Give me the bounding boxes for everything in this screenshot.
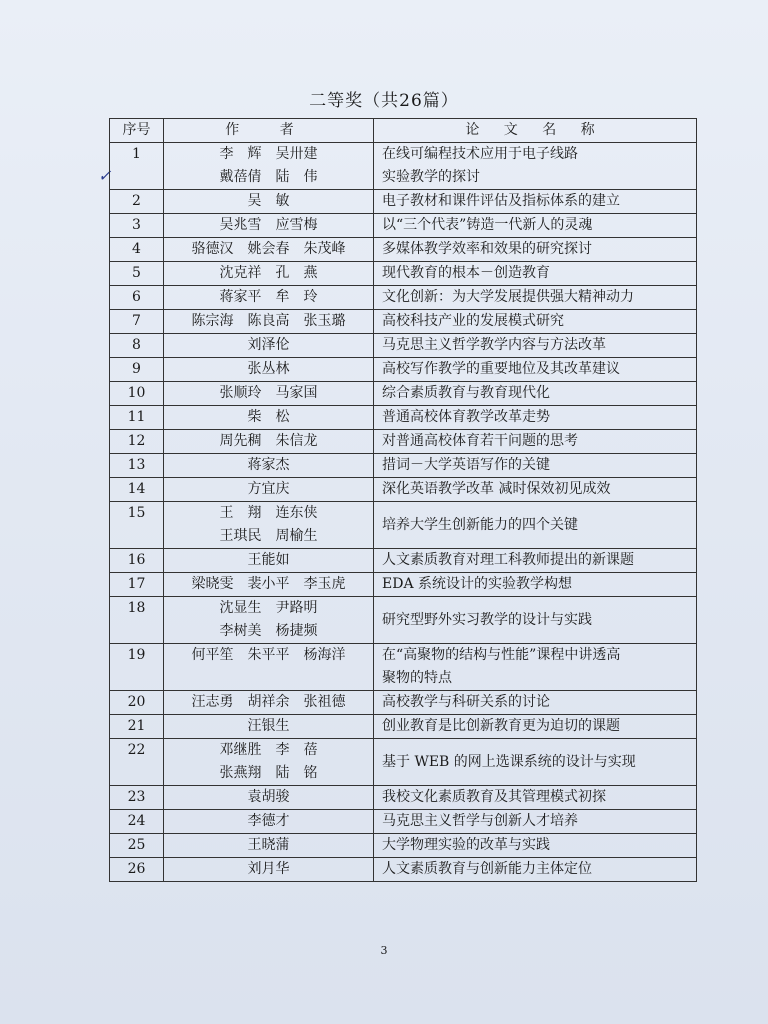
row-paper-title <box>374 214 697 238</box>
title-line: 高校教学与科研关系的讨论 <box>382 694 550 710</box>
author-line: 何平笙 朱平平 杨海洋 <box>191 647 346 663</box>
row-paper-title <box>374 238 697 262</box>
table-row <box>110 502 697 549</box>
row-authors <box>164 310 374 334</box>
title-line: 马克思主义哲学与创新人才培养 <box>382 813 578 829</box>
author-line: 汪银生 <box>247 718 290 734</box>
row-paper-title <box>374 190 697 214</box>
author-line: 方宜庆 <box>247 481 290 497</box>
title-line: 在线可编程技术应用于电子线路 <box>382 146 578 162</box>
row-number: 26 <box>110 858 164 882</box>
row-number: 17 <box>110 573 164 597</box>
row-authors <box>164 190 374 214</box>
author-line: 陈宗海 陈良高 张玉璐 <box>191 313 346 329</box>
row-number: 4 <box>110 238 164 262</box>
row-paper-title <box>374 143 697 190</box>
row-number: 5 <box>110 262 164 286</box>
row-paper-title <box>374 644 697 691</box>
row-paper-title <box>374 334 697 358</box>
page-number: 3 <box>380 944 388 957</box>
row-authors <box>164 786 374 810</box>
row-paper-title <box>374 858 697 882</box>
title-line: 对普通高校体育若干问题的思考 <box>382 433 578 449</box>
row-authors <box>164 143 374 190</box>
table-row <box>110 549 697 573</box>
title-line: 在“高聚物的结构与性能”课程中讲透高 <box>382 647 621 663</box>
table-row <box>110 214 697 238</box>
title-line: 人文素质教育与创新能力主体定位 <box>382 861 592 877</box>
row-authors <box>164 573 374 597</box>
title-line: 高校写作教学的重要地位及其改革建议 <box>382 361 620 377</box>
title-line: 培养大学生创新能力的四个关键 <box>382 516 578 533</box>
author-line: 张丛林 <box>247 361 290 377</box>
row-number: 16 <box>110 549 164 573</box>
row-paper-title <box>374 382 697 406</box>
row-paper-title <box>374 430 697 454</box>
row-authors <box>164 286 374 310</box>
row-paper-title <box>374 358 697 382</box>
title-line: 基于 WEB 的网上选课系统的设计与实现 <box>382 753 636 770</box>
row-paper-title <box>374 454 697 478</box>
author-line: 袁胡骏 <box>247 789 290 805</box>
row-number: 21 <box>110 715 164 739</box>
table-row <box>110 143 697 190</box>
row-number: 15 <box>110 502 164 549</box>
header-number: 序号 <box>110 119 164 143</box>
author-line: 刘月华 <box>247 861 290 877</box>
row-paper-title <box>374 691 697 715</box>
table-row <box>110 310 697 334</box>
row-authors <box>164 739 374 786</box>
handwritten-check-mark: ✓ <box>98 166 112 185</box>
title-line: 综合素质教育与教育现代化 <box>382 385 550 401</box>
row-authors <box>164 858 374 882</box>
table-row <box>110 358 697 382</box>
table-row <box>110 382 697 406</box>
row-paper-title <box>374 715 697 739</box>
row-number: 13 <box>110 454 164 478</box>
row-authors <box>164 715 374 739</box>
row-authors <box>164 382 374 406</box>
table-row <box>110 573 697 597</box>
row-number: 10 <box>110 382 164 406</box>
author-line: 沈克祥 孔 燕 <box>219 265 318 281</box>
author-line: 王 翔 连东侠 <box>219 505 318 521</box>
author-line: 汪志勇 胡祥余 张祖德 <box>191 694 346 710</box>
row-number: 11 <box>110 406 164 430</box>
table-row <box>110 430 697 454</box>
row-authors <box>164 502 374 549</box>
row-paper-title <box>374 597 697 644</box>
row-paper-title <box>374 262 697 286</box>
author-line: 王晓蒲 <box>247 837 290 853</box>
row-authors <box>164 454 374 478</box>
title-line: 创业教育是比创新教育更为迫切的课题 <box>382 718 620 734</box>
title-line: 高校科技产业的发展模式研究 <box>382 313 564 329</box>
table-row <box>110 715 697 739</box>
author-line: 吴兆雪 应雪梅 <box>219 217 318 233</box>
row-authors <box>164 834 374 858</box>
row-number: 18 <box>110 597 164 644</box>
table-header-row <box>110 119 697 143</box>
author-line: 李 辉 吴卅建 <box>219 146 318 162</box>
table-row <box>110 739 697 786</box>
row-number: 2 <box>110 190 164 214</box>
table-row <box>110 454 697 478</box>
table-row <box>110 810 697 834</box>
row-number: 9 <box>110 358 164 382</box>
title-line: 研究型野外实习教学的设计与实践 <box>382 611 592 628</box>
author-line: 邓继胜 李 蓓 <box>219 742 318 758</box>
row-authors <box>164 478 374 502</box>
table-row <box>110 858 697 882</box>
row-authors <box>164 262 374 286</box>
awards-table-body <box>110 143 697 882</box>
author-line: 王能如 <box>247 552 290 568</box>
author-line: 骆德汉 姚会春 朱茂峰 <box>191 241 346 257</box>
table-row <box>110 262 697 286</box>
row-authors <box>164 358 374 382</box>
row-paper-title <box>374 310 697 334</box>
row-authors <box>164 430 374 454</box>
author-line: 沈显生 尹路明 <box>219 600 318 616</box>
title-line: 措词－大学英语写作的关键 <box>382 457 550 473</box>
author-line: 蒋家平 牟 玲 <box>219 289 318 305</box>
title-line: 深化英语教学改革 减时保效初见成效 <box>382 481 611 497</box>
row-paper-title <box>374 810 697 834</box>
row-authors <box>164 214 374 238</box>
title-line: 电子教材和课件评估及指标体系的建立 <box>382 193 620 209</box>
author-line: 李德才 <box>247 813 290 829</box>
row-number: 24 <box>110 810 164 834</box>
table-row <box>110 644 697 691</box>
author-line: 戴蓓倩 陆 伟 <box>219 169 318 185</box>
row-authors <box>164 549 374 573</box>
row-paper-title <box>374 406 697 430</box>
page-title: 二等奖（共26篇） <box>309 91 459 111</box>
table-row <box>110 834 697 858</box>
title-line: 文化创新：为大学发展提供强大精神动力 <box>382 289 634 305</box>
row-authors <box>164 406 374 430</box>
title-line: 以“三个代表”铸造一代新人的灵魂 <box>382 217 593 233</box>
table-row <box>110 478 697 502</box>
row-paper-title <box>374 478 697 502</box>
row-authors <box>164 644 374 691</box>
row-authors <box>164 810 374 834</box>
title-line: 多媒体教学效率和效果的研究探讨 <box>382 241 592 257</box>
title-line: 人文素质教育对理工科教师提出的新课题 <box>382 552 634 568</box>
header-authors: 作 者 <box>164 119 374 143</box>
row-number: 20 <box>110 691 164 715</box>
row-number: 25 <box>110 834 164 858</box>
author-line: 李树美 杨捷频 <box>219 623 318 639</box>
row-paper-title <box>374 502 697 549</box>
row-paper-title <box>374 549 697 573</box>
row-number: 22 <box>110 739 164 786</box>
author-line: 周先稠 朱信龙 <box>219 433 318 449</box>
title-line: EDA 系统设计的实验教学构想 <box>382 576 573 592</box>
title-line: 马克思主义哲学教学内容与方法改革 <box>382 337 606 353</box>
title-line: 聚物的特点 <box>382 670 452 686</box>
table-row <box>110 286 697 310</box>
table-row <box>110 597 697 644</box>
row-paper-title <box>374 834 697 858</box>
table-row <box>110 190 697 214</box>
row-number: 8 <box>110 334 164 358</box>
table-row <box>110 406 697 430</box>
row-authors <box>164 691 374 715</box>
author-line: 柴 松 <box>247 409 290 425</box>
header-title: 论 文 名 称 <box>374 119 697 143</box>
row-authors <box>164 238 374 262</box>
row-paper-title <box>374 286 697 310</box>
title-line: 大学物理实验的改革与实践 <box>382 837 550 853</box>
row-paper-title <box>374 739 697 786</box>
row-number: 1 <box>110 143 164 190</box>
title-line: 实验教学的探讨 <box>382 169 480 185</box>
title-line: 普通高校体育教学改革走势 <box>382 409 550 425</box>
author-line: 张顺玲 马家国 <box>219 385 318 401</box>
table-row <box>110 786 697 810</box>
row-authors <box>164 597 374 644</box>
row-paper-title <box>374 786 697 810</box>
author-line: 蒋家杰 <box>247 457 290 473</box>
row-number: 14 <box>110 478 164 502</box>
row-number: 23 <box>110 786 164 810</box>
author-line: 张燕翔 陆 铭 <box>219 765 318 781</box>
table-row <box>110 238 697 262</box>
row-number: 3 <box>110 214 164 238</box>
row-number: 19 <box>110 644 164 691</box>
row-number: 7 <box>110 310 164 334</box>
author-line: 吴 敏 <box>247 193 290 209</box>
row-authors <box>164 334 374 358</box>
row-number: 6 <box>110 286 164 310</box>
table-row <box>110 334 697 358</box>
title-line: 现代教育的根本－创造教育 <box>382 265 550 281</box>
table-row <box>110 691 697 715</box>
awards-table <box>109 118 697 882</box>
author-line: 刘泽伦 <box>247 337 290 353</box>
row-number: 12 <box>110 430 164 454</box>
author-line: 王琪民 周榆生 <box>219 528 318 544</box>
author-line: 梁晓雯 裴小平 李玉虎 <box>191 576 346 592</box>
row-paper-title <box>374 573 697 597</box>
title-line: 我校文化素质教育及其管理模式初探 <box>382 789 606 805</box>
